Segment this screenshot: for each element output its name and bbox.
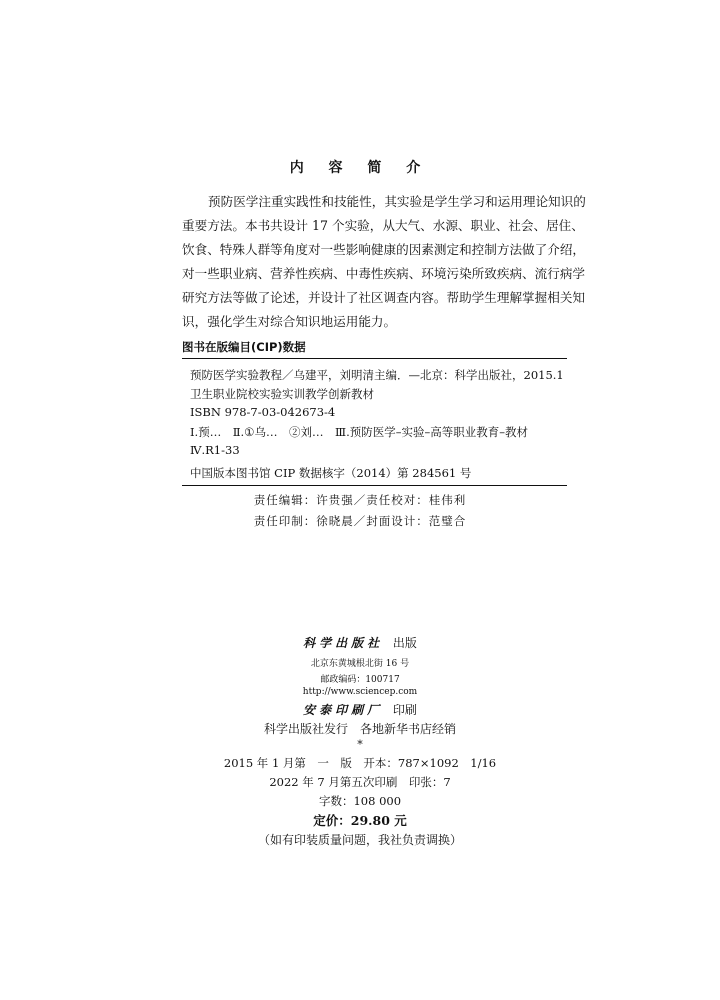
cip-heading: 图书在版编目(CIP)数据 <box>182 340 306 354</box>
intro-line: 研究方法等做了论述，并设计了社区调查内容。帮助学生理解掌握相关知 <box>182 290 585 305</box>
separator-star: * <box>357 738 363 751</box>
publisher-postcode: 邮政编码：100717 <box>320 675 400 685</box>
cip-series-line: 卫生职业院校实验实训教学创新教材 <box>190 387 374 401</box>
edition-line: 2015 年 1 月第 一 版 开本：787×1092 1/16 <box>223 756 497 770</box>
publisher-address: 北京东黄城根北街 16 号 <box>310 659 410 669</box>
printer-role: 印刷 <box>392 703 417 717</box>
publisher-line <box>0 634 720 651</box>
cip-data-box <box>182 358 567 486</box>
editor-credits: 责任编辑：许贵强／责任校对：桂伟利 <box>253 493 467 507</box>
printing-line: 2022 年 7 月第五次印刷 印张：7 <box>269 775 451 789</box>
publisher-name: 科学出版社 <box>303 636 384 650</box>
intro-line: 饮食、特殊人群等角度对一些影响健康的因素测定和控制方法做了介绍， <box>182 242 585 257</box>
intro-line: 识，强化学生对综合知识地运用能力。 <box>182 314 397 329</box>
word-count: 字数：108 000 <box>318 794 402 808</box>
price: 定价：29.80 元 <box>313 813 407 828</box>
publisher-role: 出版 <box>392 636 417 650</box>
intro-line: 对一些职业病、营养性疾病、中毒性疾病、环境污染所致疾病、流行病学 <box>182 266 585 281</box>
cip-subject-line: Ⅰ.预… Ⅱ.①乌… ②刘… Ⅲ.预防医学–实验–高等职业教育–教材 <box>190 425 528 439</box>
cip-isbn-line: ISBN 978-7-03-042673-4 <box>190 405 336 419</box>
intro-paragraph <box>182 190 586 334</box>
distribution-line: 科学出版社发行 各地新华书店经销 <box>263 722 456 736</box>
quality-notice: （如有印装质量问题，我社负责调换） <box>257 833 462 847</box>
intro-line: 重要方法。本书共设计 17 个实验，从大气、水源、职业、社会、居住、 <box>182 218 584 233</box>
printer-name: 安泰印刷厂 <box>303 703 384 717</box>
production-credits: 责任印制：徐晓晨／封面设计：范璧合 <box>253 514 467 528</box>
printer-line <box>0 701 720 718</box>
intro-line: 预防医学注重实践性和技能性，其实验是学生学习和运用理论知识的 <box>208 194 586 209</box>
cip-verify-line: 中国版本图书馆 CIP 数据核字（2014）第 284561 号 <box>190 466 472 480</box>
cip-class-line: Ⅳ.R1-33 <box>190 443 240 457</box>
publisher-url: http://www.sciencep.com <box>302 687 418 697</box>
intro-title: 内 容 简 介 <box>289 160 431 176</box>
cip-title-line: 预防医学实验教程／乌建平，刘明清主编．—北京：科学出版社，2015.1 <box>190 368 564 382</box>
